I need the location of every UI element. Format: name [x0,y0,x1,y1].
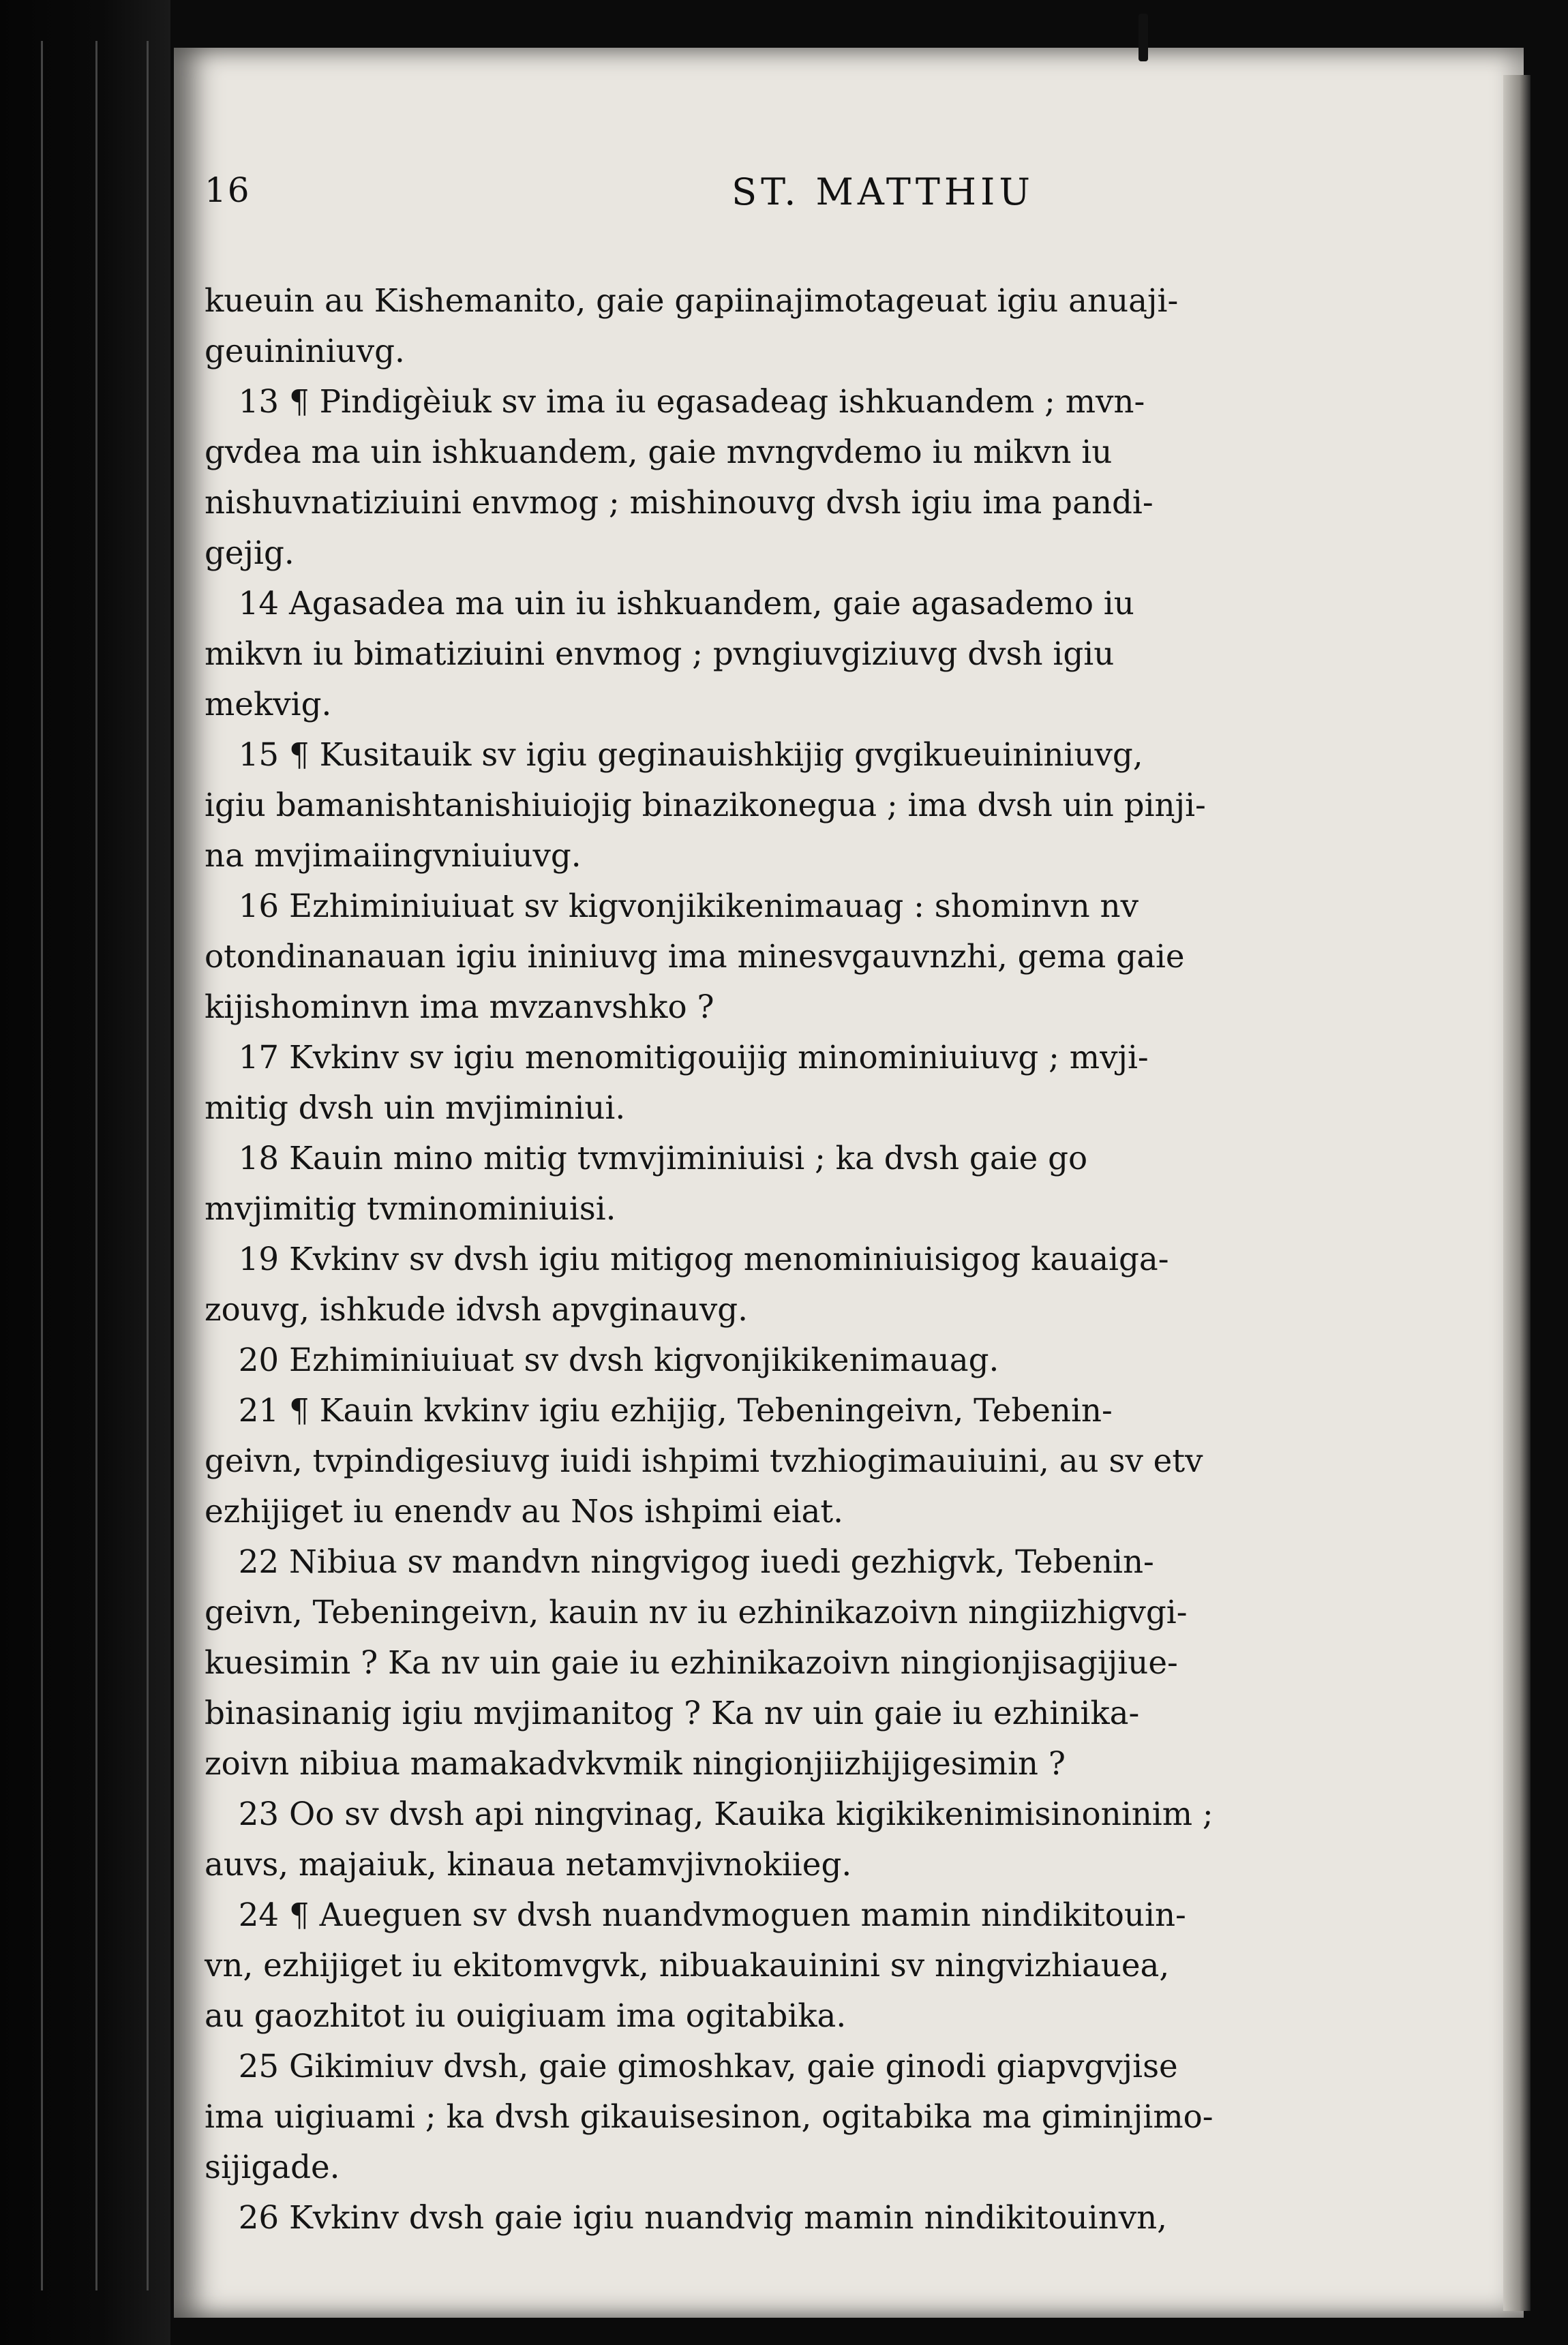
text-line: zouvg, ishkude idvsh apvginauvg. [205,1291,748,1329]
text-line: 26 Kvkinv dvsh gaie igiu nuandvig mamin nindikitouinvn, [238,2199,1168,2237]
text-line: au gaozhitot iu ouigiuam ima ogitabika. [205,1997,847,2035]
text-line: ezhijiget iu enendv au Nos ishpimi eiat. [205,1493,844,1530]
text-line: 23 Oo sv dvsh api ningvinag, Kauika kigikikenimisinoninim ; [238,1796,1213,1833]
gutter-line [95,41,97,2290]
text-line: sijigade. [205,2149,340,2186]
text-line: otondinanauan igiu ininiuvg ima minesvgauvnzhi, gema gaie [205,938,1185,975]
running-head [205,170,1507,218]
text-line: mekvig. [205,686,332,723]
gutter-line [41,41,43,2290]
text-line: 16 Ezhiminiuiuat sv kigvonjikikenimauag : shominvn nv [238,888,1139,925]
text-line: 22 Nibiua sv mandvn ningvigog iuedi gezhigvk, Tebenin- [238,1543,1154,1581]
text-line: 19 Kvkinv sv dvsh igiu mitigog menominiuisigog kauaiga- [238,1241,1169,1278]
text-line: 17 Kvkinv sv igiu menomitigouijig minominiuiuvg ; mvji- [238,1039,1149,1076]
text-line: vn, ezhijiget iu ekitomvgvk, nibuakauinini sv ningvizhiauea, [205,1947,1170,1984]
text-line: ima uigiuami ; ka dvsh gikauisesinon, ogitabika ma giminjimo- [205,2098,1213,2136]
text-line: zoivn nibiua mamakadvkvmik ningionjiizhijigesimin ? [205,1745,1066,1783]
text-line: kijishominvn ima mvzanvshko ? [205,988,714,1026]
text-line: 14 Agasadea ma uin iu ishkuandem, gaie agasademo iu [238,585,1134,622]
text-line: 18 Kauin mino mitig tvmvjiminiuisi ; ka dvsh gaie go [238,1140,1088,1177]
text-line: binasinanig igiu mvjimanitog ? Ka nv uin gaie iu ezhinika- [205,1695,1140,1732]
text-line: 15 ¶ Kusitauik sv igiu geginauishkijig gvgikueuininiuvg, [238,736,1143,774]
text-line: mikvn iu bimatiziuini envmog ; pvngiuvgiziuvg dvsh igiu [205,635,1115,673]
text-line: gvdea ma uin ishkuandem, gaie mvngvdemo iu mikvn iu [205,434,1113,471]
scan-artifact [1139,14,1148,61]
text-line: na mvjimaiingvniuiuvg. [205,837,582,875]
text-line: 25 Gikimiuv dvsh, gaie gimoshkav, gaie ginodi giapvgvjise [238,2048,1178,2085]
scan-gutter [0,0,170,2345]
text-line: kueuin au Kishemanito, gaie gapiinajimotageuat igiu anuaji- [205,282,1179,320]
gutter-line [147,41,149,2290]
text-line: mvjimitig tvminominiuisi. [205,1190,616,1228]
running-title: ST. MATTHIU [732,170,1034,213]
text-line: geuininiuvg. [205,333,405,370]
page-number: 16 [205,170,251,210]
text-line: 20 Ezhiminiuiuat sv dvsh kigvonjikikenimauag. [238,1342,999,1379]
text-line: igiu bamanishtanishiuiojig binazikonegua ; ima dvsh uin pinji- [205,787,1206,824]
text-line: 13 ¶ Pindigèiuk sv ima iu egasadeag ishkuandem ; mvn- [238,383,1145,421]
text-line: 21 ¶ Kauin kvkinv igiu ezhijig, Tebeningeivn, Tebenin- [238,1392,1113,1429]
scripture-text [205,276,1363,2243]
text-line: geivn, Tebeningeivn, kauin nv iu ezhinikazoivn ningiizhigvgi- [205,1594,1188,1631]
page-edge [1503,75,1531,2311]
text-line: geivn, tvpindigesiuvg iuidi ishpimi tvzhiogimauiuini, au sv etv [205,1442,1203,1480]
text-line: 24 ¶ Aueguen sv dvsh nuandvmoguen mamin nindikitouin- [238,1896,1186,1934]
text-line: mitig dvsh uin mvjiminiui. [205,1089,626,1127]
text-line: gejig. [205,534,295,572]
text-line: kuesimin ? Ka nv uin gaie iu ezhinikazoivn ningionjisagijiue- [205,1644,1178,1682]
text-line: nishuvnatiziuini envmog ; mishinouvg dvsh igiu ima pandi- [205,484,1154,521]
text-line: auvs, majaiuk, kinaua netamvjivnokiieg. [205,1846,852,1883]
